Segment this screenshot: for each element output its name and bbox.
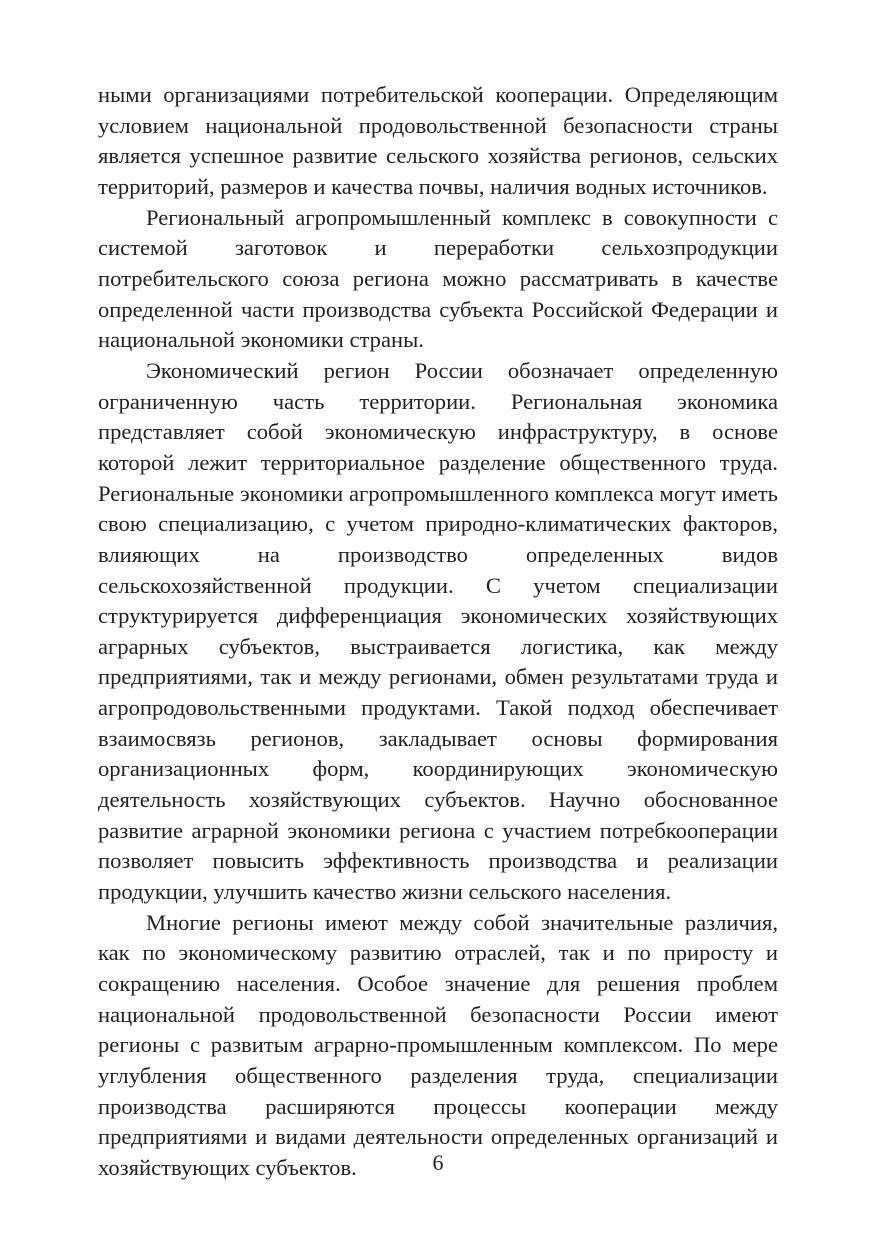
page-number: 6 xyxy=(432,1150,444,1175)
paragraph-regional-differences: Многие регионы имеют между собой значительные различия, как по экономическому развитию отраслей, так и по приросту и сокращению населения. Особое значение для решения проблем национальной продовольственной безопасности России имеют регионы с развитым аграрно-промышленным комплексом. По мере углубления общественного разделения труда, специализации производства расширяются процессы кооперации между предприятиями и видами деятельности определенных организаций и хозяйствующих субъектов. xyxy=(98,909,778,1180)
paragraph-regional-agro-complex: Региональный агропромышленный комплекс в совокупности с системой заготовок и переработки сельхозпродукции потребительского союза региона можно рассматривать в качестве определенной части производства субъекта Российской Федерации и национальной экономики страны. xyxy=(98,204,778,353)
paragraph-continuation: ными организациями потребительской кооперации. Определяющим условием национальной продовольственной безопасности страны является успешное развитие сельского хозяйства регионов, сельских территорий, размеров и качества почвы, наличия водных источников. xyxy=(98,82,778,199)
body-text xyxy=(98,80,778,1184)
paragraph-economic-region: Экономический регион России обозначает определенную ограниченную часть территории. Региональная экономика представляет собой экономическую инфраструктуру, в основе которой лежит территориальное разделение общественного труда. Региональные экономики агропромышленного комплекса могут иметь свою специализацию, с учетом природно-климатических факторов, влияющих на производство определенных видов сельскохозяйственной продукции. С учетом специализации структурируется дифференциация экономических хозяйствующих аграрных субъектов, выстраивается логистика, как между предприятиями, так и между регионами, обмен результатами труда и агропродовольственными продуктами. Такой подход обеспечивает взаимосвязь регионов, закладывает основы формирования организационных форм, координирующих экономическую деятельность хозяйствующих субъектов. Научно обоснованное развитие аграрной экономики региона с участием потребкооперации позволяет повысить эффективность производства и реализации продукции, улучшить качество жизни сельского населения. xyxy=(98,357,778,905)
